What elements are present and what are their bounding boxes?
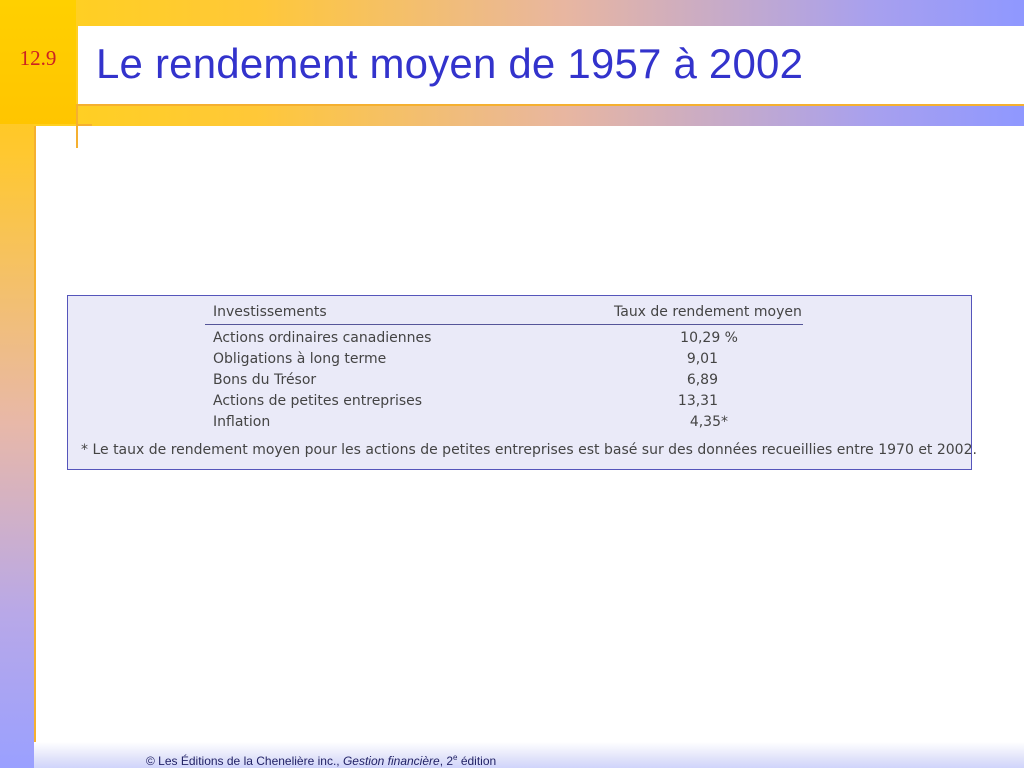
row-name: Inflation <box>213 414 271 430</box>
row-value: 4,35* <box>689 414 728 430</box>
slide-number: 12.9 <box>19 46 57 70</box>
page-title: Le rendement moyen de 1957 à 2002 <box>96 40 804 87</box>
footer-edition-sup: e <box>453 753 458 762</box>
table-row <box>68 351 971 372</box>
row-value: 6,89 <box>686 372 718 388</box>
row-value: 9,01 <box>686 351 718 367</box>
table-row <box>68 393 971 414</box>
row-value: 13,31 <box>677 393 718 409</box>
table-row <box>68 414 971 435</box>
footer-edition-number: , 2 <box>439 754 454 768</box>
header-rule <box>205 324 803 325</box>
header-rate: Taux de rendement moyen <box>614 304 802 320</box>
row-name: Actions de petites entreprises <box>213 393 423 409</box>
table-row <box>68 372 971 393</box>
accent-horizontal-tick <box>76 124 92 126</box>
footer-copyright <box>146 753 496 768</box>
row-name: Actions ordinaires canadiennes <box>213 330 432 346</box>
table-footnote: * Le taux de rendement moyen pour les actions de petites entreprises est basé sur des données recueillies entre 1970 et 2002. <box>81 442 977 458</box>
header-investments: Investissements <box>213 304 327 320</box>
footer-edition-word: édition <box>457 754 497 768</box>
returns-table <box>67 295 977 470</box>
left-accent-line <box>34 126 36 742</box>
accent-vertical-tick <box>76 104 78 148</box>
footer-publisher: © Les Éditions de la Chenelière inc., <box>146 754 343 768</box>
row-name: Bons du Trésor <box>213 372 317 388</box>
table-row <box>68 330 971 351</box>
footer-book-title: Gestion financière <box>342 754 440 768</box>
row-name: Obligations à long terme <box>213 351 387 367</box>
row-value: 10,29 % <box>680 330 738 346</box>
